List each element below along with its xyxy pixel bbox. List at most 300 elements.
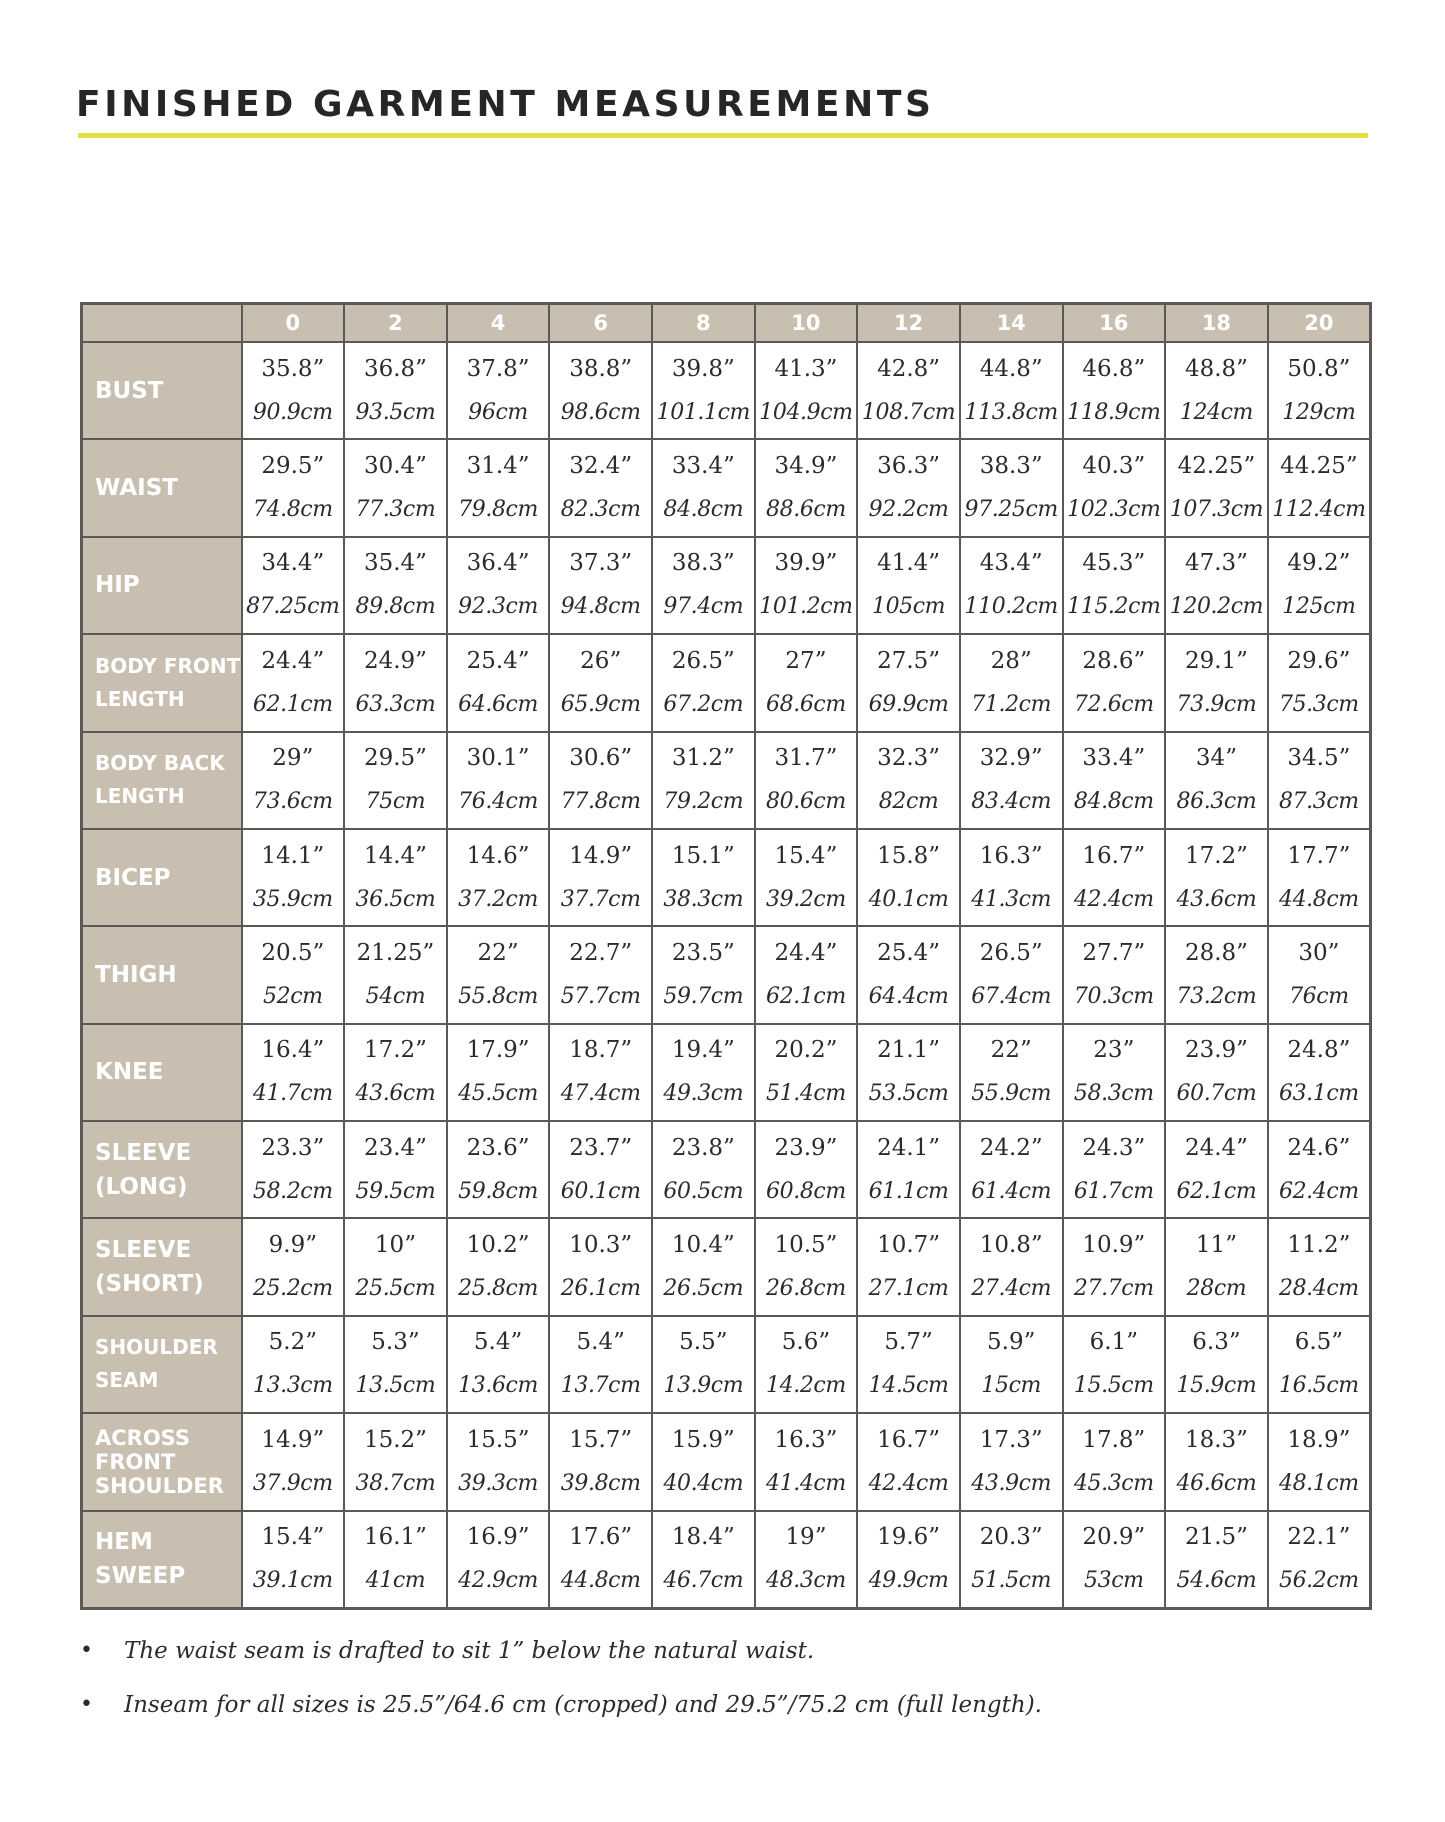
row-label: SHOULDER SEAM [82, 1316, 242, 1413]
cm-value: 60.5cm [663, 1178, 744, 1204]
cm-value: 101.1cm [656, 399, 750, 425]
inch-value: 34” [1195, 745, 1237, 772]
measurement-cell [755, 732, 858, 829]
inch-value: 23.8” [671, 1134, 735, 1161]
cm-value: 124cm [1179, 399, 1254, 425]
measurement-cell [447, 537, 550, 634]
cm-value: 42.9cm [458, 1568, 538, 1594]
inch-value: 6.1” [1089, 1329, 1138, 1356]
measurement-cell [549, 439, 652, 536]
cm-value: 27.7cm [1073, 1276, 1154, 1302]
measurement-cell [1063, 1413, 1166, 1510]
measurement-cell [652, 1316, 755, 1413]
measurement-cell [1063, 1316, 1166, 1413]
row-label: BICEP [82, 829, 242, 926]
measurement-cell [1063, 1121, 1166, 1218]
inch-value: 24.9” [363, 647, 427, 674]
cm-value: 75.3cm [1278, 691, 1359, 717]
cm-value: 67.2cm [663, 691, 744, 717]
row-label: SLEEVE (LONG) [82, 1121, 242, 1218]
cm-value: 42.4cm [868, 1470, 949, 1496]
inch-value: 23.9” [774, 1134, 838, 1161]
cm-value: 64.6cm [458, 691, 538, 717]
measurement-cell [652, 1413, 755, 1510]
measurement-cell [755, 1121, 858, 1218]
cm-value: 39.3cm [458, 1470, 538, 1496]
note-text: The waist seam is drafted to sit 1” below the natural waist. [124, 1638, 815, 1664]
cm-value: 38.3cm [663, 886, 744, 912]
inch-value: 33.4” [1082, 745, 1146, 772]
row-label: HEM SWEEP [82, 1511, 242, 1609]
measurement-cell [344, 537, 447, 634]
inch-value: 15.2” [363, 1426, 427, 1453]
cm-value: 58.2cm [252, 1178, 333, 1204]
cm-value: 52cm [263, 983, 323, 1009]
cm-value: 110.2cm [964, 594, 1058, 620]
inch-value: 30.1” [466, 745, 530, 772]
measurement-table [80, 302, 1372, 1610]
page-title: FINISHED GARMENT MEASUREMENTS [76, 84, 935, 125]
measurement-cell [857, 1511, 960, 1609]
cm-value: 39.8cm [560, 1470, 641, 1496]
inch-value: 21.25” [356, 939, 435, 966]
inch-value: 37.3” [569, 550, 633, 577]
measurement-cell [652, 732, 755, 829]
measurement-cell [549, 634, 652, 731]
cm-value: 64.4cm [868, 983, 949, 1009]
cm-value: 40.1cm [868, 886, 949, 912]
inch-value: 20.5” [261, 939, 325, 966]
measurement-cell [447, 1218, 550, 1315]
cm-value: 60.1cm [560, 1178, 641, 1204]
measurement-row [82, 1511, 1371, 1609]
bullet-icon: • [80, 1692, 93, 1717]
size-header-12: 12 [857, 304, 960, 343]
measurement-cell [857, 1413, 960, 1510]
inch-value: 28.8” [1184, 939, 1248, 966]
measurement-cell [344, 634, 447, 731]
cm-value: 61.7cm [1073, 1178, 1154, 1204]
cm-value: 60.7cm [1176, 1081, 1257, 1107]
measurement-cell [344, 1024, 447, 1121]
inch-value: 32.3” [877, 745, 941, 772]
inch-value: 31.7” [774, 745, 838, 772]
measurement-cell [1268, 1121, 1371, 1218]
inch-value: 11.2” [1287, 1232, 1351, 1259]
measurement-cell [857, 926, 960, 1023]
measurement-cell [755, 634, 858, 731]
inch-value: 24.4” [1184, 1134, 1248, 1161]
measurement-cell [1268, 439, 1371, 536]
size-header-row [82, 304, 1371, 343]
inch-value: 17.3” [979, 1426, 1043, 1453]
inch-value: 30.4” [363, 453, 427, 480]
cm-value: 73.2cm [1176, 983, 1257, 1009]
inch-value: 14.9” [569, 842, 633, 869]
cm-value: 65.9cm [560, 691, 641, 717]
measurement-cell [652, 1218, 755, 1315]
size-header-16: 16 [1063, 304, 1166, 343]
inch-value: 44.25” [1280, 453, 1358, 480]
inch-value: 5.2” [268, 1329, 317, 1356]
row-label: WAIST [82, 439, 242, 536]
cm-value: 45.5cm [458, 1081, 538, 1107]
measurement-cell [652, 1121, 755, 1218]
inch-value: 23.7” [569, 1134, 633, 1161]
inch-value: 22.7” [569, 939, 633, 966]
inch-value: 18.9” [1287, 1426, 1351, 1453]
measurement-cell [857, 1218, 960, 1315]
measurement-cell [857, 634, 960, 731]
cm-value: 105cm [871, 594, 946, 620]
measurement-row [82, 1024, 1371, 1121]
inch-value: 44.8” [979, 355, 1043, 382]
cm-value: 82cm [878, 789, 939, 815]
inch-value: 14.9” [261, 1426, 325, 1453]
measurement-cell [1063, 439, 1166, 536]
cm-value: 83.4cm [971, 789, 1052, 815]
measurement-cell [447, 1511, 550, 1609]
measurement-cell [242, 342, 345, 439]
inch-value: 10.3” [569, 1232, 633, 1259]
inch-value: 24.4” [774, 939, 838, 966]
inch-value: 10.9” [1082, 1232, 1146, 1259]
cm-value: 13.9cm [663, 1373, 744, 1399]
bullet-icon: • [80, 1638, 93, 1663]
inch-value: 24.6” [1287, 1134, 1351, 1161]
cm-value: 53.5cm [868, 1081, 949, 1107]
measurement-cell [1268, 537, 1371, 634]
cm-value: 37.2cm [458, 886, 538, 912]
inch-value: 41.3” [774, 355, 838, 382]
inch-value: 5.9” [987, 1329, 1036, 1356]
measurement-cell [960, 732, 1063, 829]
cm-value: 108.7cm [861, 399, 956, 425]
inch-value: 40.3” [1082, 453, 1146, 480]
measurement-cell [755, 829, 858, 926]
inch-value: 16.7” [877, 1426, 941, 1453]
inch-value: 10.7” [877, 1232, 941, 1259]
inch-value: 42.25” [1177, 453, 1256, 480]
row-label: HIP [82, 537, 242, 634]
cm-value: 98.6cm [560, 399, 641, 425]
inch-value: 15.7” [569, 1426, 633, 1453]
measurement-cell [960, 342, 1063, 439]
measurement-cell [1165, 537, 1268, 634]
size-header-0: 0 [242, 304, 345, 343]
inch-value: 17.7” [1287, 842, 1351, 869]
inch-value: 16.7” [1082, 842, 1146, 869]
inch-value: 26.5” [671, 647, 735, 674]
inch-value: 24.1” [877, 1134, 941, 1161]
inch-value: 23.3” [261, 1134, 325, 1161]
size-header-18: 18 [1165, 304, 1268, 343]
cm-value: 79.2cm [663, 789, 744, 815]
size-header-10: 10 [755, 304, 858, 343]
measurement-row [82, 926, 1371, 1023]
measurement-cell [1063, 342, 1166, 439]
inch-value: 21.1” [877, 1037, 941, 1064]
inch-value: 26.5” [979, 939, 1043, 966]
measurement-cell [344, 1121, 447, 1218]
measurement-cell [652, 1511, 755, 1609]
size-header-8: 8 [652, 304, 755, 343]
measurement-cell [857, 829, 960, 926]
measurement-cell [1165, 1024, 1268, 1121]
measurement-cell [857, 439, 960, 536]
measurement-cell [242, 829, 345, 926]
inch-value: 23.5” [671, 939, 735, 966]
cm-value: 74.8cm [252, 497, 333, 523]
cm-value: 28.4cm [1278, 1276, 1359, 1302]
measurement-row [82, 1316, 1371, 1413]
cm-value: 88.6cm [766, 497, 846, 523]
inch-value: 29.5” [363, 745, 427, 772]
inch-value: 23” [1093, 1037, 1135, 1064]
measurement-cell [447, 1121, 550, 1218]
inch-value: 20.3” [979, 1524, 1043, 1551]
corner-cell [82, 304, 242, 343]
inch-value: 10.8” [979, 1232, 1043, 1259]
measurement-cell [549, 926, 652, 1023]
measurement-cell [1063, 926, 1166, 1023]
inch-value: 29.5” [261, 453, 325, 480]
cm-value: 79.8cm [458, 497, 538, 523]
inch-value: 23.6” [466, 1134, 530, 1161]
cm-value: 96cm [468, 399, 528, 425]
inch-value: 42.8” [877, 355, 941, 382]
size-header-20: 20 [1268, 304, 1371, 343]
cm-value: 15.9cm [1176, 1373, 1257, 1399]
inch-value: 14.4” [363, 842, 427, 869]
cm-value: 55.8cm [458, 983, 538, 1009]
cm-value: 97.4cm [663, 594, 744, 620]
measurement-cell [857, 1121, 960, 1218]
cm-value: 115.2cm [1067, 594, 1161, 620]
row-label: BODY BACK LENGTH [82, 732, 242, 829]
measurement-cell [652, 926, 755, 1023]
cm-value: 62.4cm [1278, 1178, 1359, 1204]
cm-value: 44.8cm [1278, 886, 1359, 912]
cm-value: 68.6cm [766, 691, 846, 717]
inch-value: 24.3” [1082, 1134, 1146, 1161]
measurement-cell [549, 1218, 652, 1315]
measurement-cell [447, 926, 550, 1023]
cm-value: 86.3cm [1176, 789, 1257, 815]
inch-value: 6.5” [1294, 1329, 1344, 1356]
inch-value: 39.9” [774, 550, 838, 577]
cm-value: 14.2cm [766, 1373, 846, 1399]
cm-value: 92.3cm [458, 594, 538, 620]
cm-value: 125cm [1282, 594, 1356, 620]
cm-value: 77.8cm [560, 789, 641, 815]
measurement-cell [755, 1218, 858, 1315]
inch-value: 43.4” [979, 550, 1043, 577]
measurement-cell [1165, 926, 1268, 1023]
measurement-cell [447, 439, 550, 536]
cm-value: 27.1cm [868, 1276, 949, 1302]
size-header-6: 6 [549, 304, 652, 343]
cm-value: 107.3cm [1169, 497, 1264, 523]
measurement-cell [549, 1024, 652, 1121]
measurement-cell [1063, 1024, 1166, 1121]
row-label: BUST [82, 342, 242, 439]
measurement-cell [857, 1024, 960, 1121]
cm-value: 35.9cm [252, 886, 333, 912]
inch-value: 29.1” [1184, 647, 1248, 674]
cm-value: 93.5cm [355, 399, 436, 425]
measurement-cell [344, 732, 447, 829]
inch-value: 10” [374, 1232, 416, 1259]
size-header-14: 14 [960, 304, 1063, 343]
inch-value: 32.9” [979, 745, 1043, 772]
cm-value: 26.5cm [663, 1276, 744, 1302]
measurement-cell [1063, 537, 1166, 634]
cm-value: 43.9cm [971, 1470, 1052, 1496]
cm-value: 46.6cm [1176, 1470, 1257, 1496]
cm-value: 53cm [1084, 1568, 1144, 1594]
inch-value: 14.6” [466, 842, 530, 869]
measurement-cell [549, 732, 652, 829]
measurement-cell [344, 1511, 447, 1609]
inch-value: 41.4” [877, 550, 941, 577]
cm-value: 25.8cm [458, 1276, 538, 1302]
measurement-cell [1165, 1511, 1268, 1609]
measurement-cell [242, 1413, 345, 1510]
inch-value: 17.9” [466, 1037, 530, 1064]
inch-value: 16.3” [774, 1426, 838, 1453]
measurement-cell [1165, 342, 1268, 439]
cm-value: 92.2cm [868, 497, 949, 523]
cm-value: 59.8cm [458, 1178, 538, 1204]
measurement-row [82, 1218, 1371, 1315]
inch-value: 32.4” [569, 453, 633, 480]
measurement-cell [447, 634, 550, 731]
cm-value: 71.2cm [971, 691, 1052, 717]
cm-value: 15cm [981, 1373, 1041, 1399]
cm-value: 70.3cm [1073, 983, 1154, 1009]
inch-value: 17.8” [1082, 1426, 1146, 1453]
cm-value: 46.7cm [663, 1568, 744, 1594]
measurement-cell [755, 1413, 858, 1510]
row-label: ACROSS FRONT SHOULDER [82, 1413, 242, 1510]
measurement-cell [242, 1316, 345, 1413]
inch-value: 24.8” [1287, 1037, 1351, 1064]
inch-value: 17.6” [569, 1524, 633, 1551]
measurement-cell [447, 1024, 550, 1121]
inch-value: 11” [1195, 1232, 1237, 1259]
title-underline [78, 133, 1368, 138]
cm-value: 77.3cm [355, 497, 436, 523]
inch-value: 25.4” [877, 939, 941, 966]
inch-value: 10.4” [671, 1232, 735, 1259]
inch-value: 5.5” [679, 1329, 728, 1356]
inch-value: 15.4” [774, 842, 838, 869]
cm-value: 67.4cm [971, 983, 1052, 1009]
inch-value: 16.9” [466, 1524, 530, 1551]
cm-value: 73.9cm [1176, 691, 1257, 717]
cm-value: 13.6cm [458, 1373, 538, 1399]
cm-value: 25.5cm [355, 1276, 436, 1302]
cm-value: 80.6cm [766, 789, 846, 815]
cm-value: 62.1cm [766, 983, 846, 1009]
measurement-cell [1268, 1316, 1371, 1413]
inch-value: 15.5” [466, 1426, 530, 1453]
cm-value: 72.6cm [1073, 691, 1154, 717]
inch-value: 38.3” [979, 453, 1043, 480]
measurement-row [82, 1121, 1371, 1218]
inch-value: 21.5” [1184, 1524, 1248, 1551]
cm-value: 38.7cm [355, 1470, 436, 1496]
inch-value: 48.8” [1184, 355, 1248, 382]
cm-value: 87.3cm [1278, 789, 1359, 815]
cm-value: 61.4cm [971, 1178, 1052, 1204]
measurement-row [82, 732, 1371, 829]
cm-value: 43.6cm [1176, 886, 1257, 912]
measurement-cell [1268, 1511, 1371, 1609]
cm-value: 101.2cm [759, 594, 853, 620]
inch-value: 28” [990, 647, 1032, 674]
cm-value: 84.8cm [1073, 789, 1154, 815]
measurement-cell [447, 1413, 550, 1510]
measurement-cell [242, 732, 345, 829]
inch-value: 28.6” [1082, 647, 1146, 674]
inch-value: 25.4” [466, 647, 530, 674]
cm-value: 14.5cm [868, 1373, 949, 1399]
measurement-cell [1268, 1413, 1371, 1510]
inch-value: 10.5” [774, 1232, 838, 1259]
cm-value: 97.25cm [964, 497, 1058, 523]
measurement-cell [652, 439, 755, 536]
cm-value: 45.3cm [1073, 1470, 1154, 1496]
cm-value: 54.6cm [1176, 1568, 1257, 1594]
size-header-2: 2 [344, 304, 447, 343]
measurement-cell [344, 829, 447, 926]
cm-value: 13.5cm [355, 1373, 436, 1399]
cm-value: 102.3cm [1067, 497, 1161, 523]
cm-value: 13.7cm [560, 1373, 641, 1399]
measurement-cell [242, 634, 345, 731]
cm-value: 69.9cm [868, 691, 949, 717]
inch-value: 38.8” [569, 355, 633, 382]
inch-value: 24.4” [261, 647, 325, 674]
measurement-cell [1063, 634, 1166, 731]
inch-value: 15.4” [261, 1524, 325, 1551]
measurement-cell [1165, 732, 1268, 829]
inch-value: 35.4” [363, 550, 427, 577]
cm-value: 61.1cm [868, 1178, 949, 1204]
measurement-cell [1165, 829, 1268, 926]
inch-value: 20.2” [774, 1037, 838, 1064]
measurement-cell [1165, 1413, 1268, 1510]
inch-value: 36.8” [363, 355, 427, 382]
inch-value: 18.4” [671, 1524, 735, 1551]
note-text: Inseam for all sizes is 25.5”/64.6 cm (cropped) and 29.5”/75.2 cm (full length). [124, 1692, 1042, 1718]
cm-value: 49.3cm [663, 1081, 744, 1107]
cm-value: 90.9cm [252, 399, 333, 425]
measurement-cell [960, 1511, 1063, 1609]
measurement-cell [344, 1218, 447, 1315]
measurement-cell [1063, 1511, 1166, 1609]
measurement-cell [755, 439, 858, 536]
measurement-cell [960, 537, 1063, 634]
cm-value: 41.4cm [766, 1470, 846, 1496]
inch-value: 50.8” [1287, 355, 1351, 382]
cm-value: 41cm [365, 1568, 426, 1594]
cm-value: 84.8cm [663, 497, 744, 523]
cm-value: 89.8cm [355, 594, 436, 620]
cm-value: 54cm [365, 983, 426, 1009]
